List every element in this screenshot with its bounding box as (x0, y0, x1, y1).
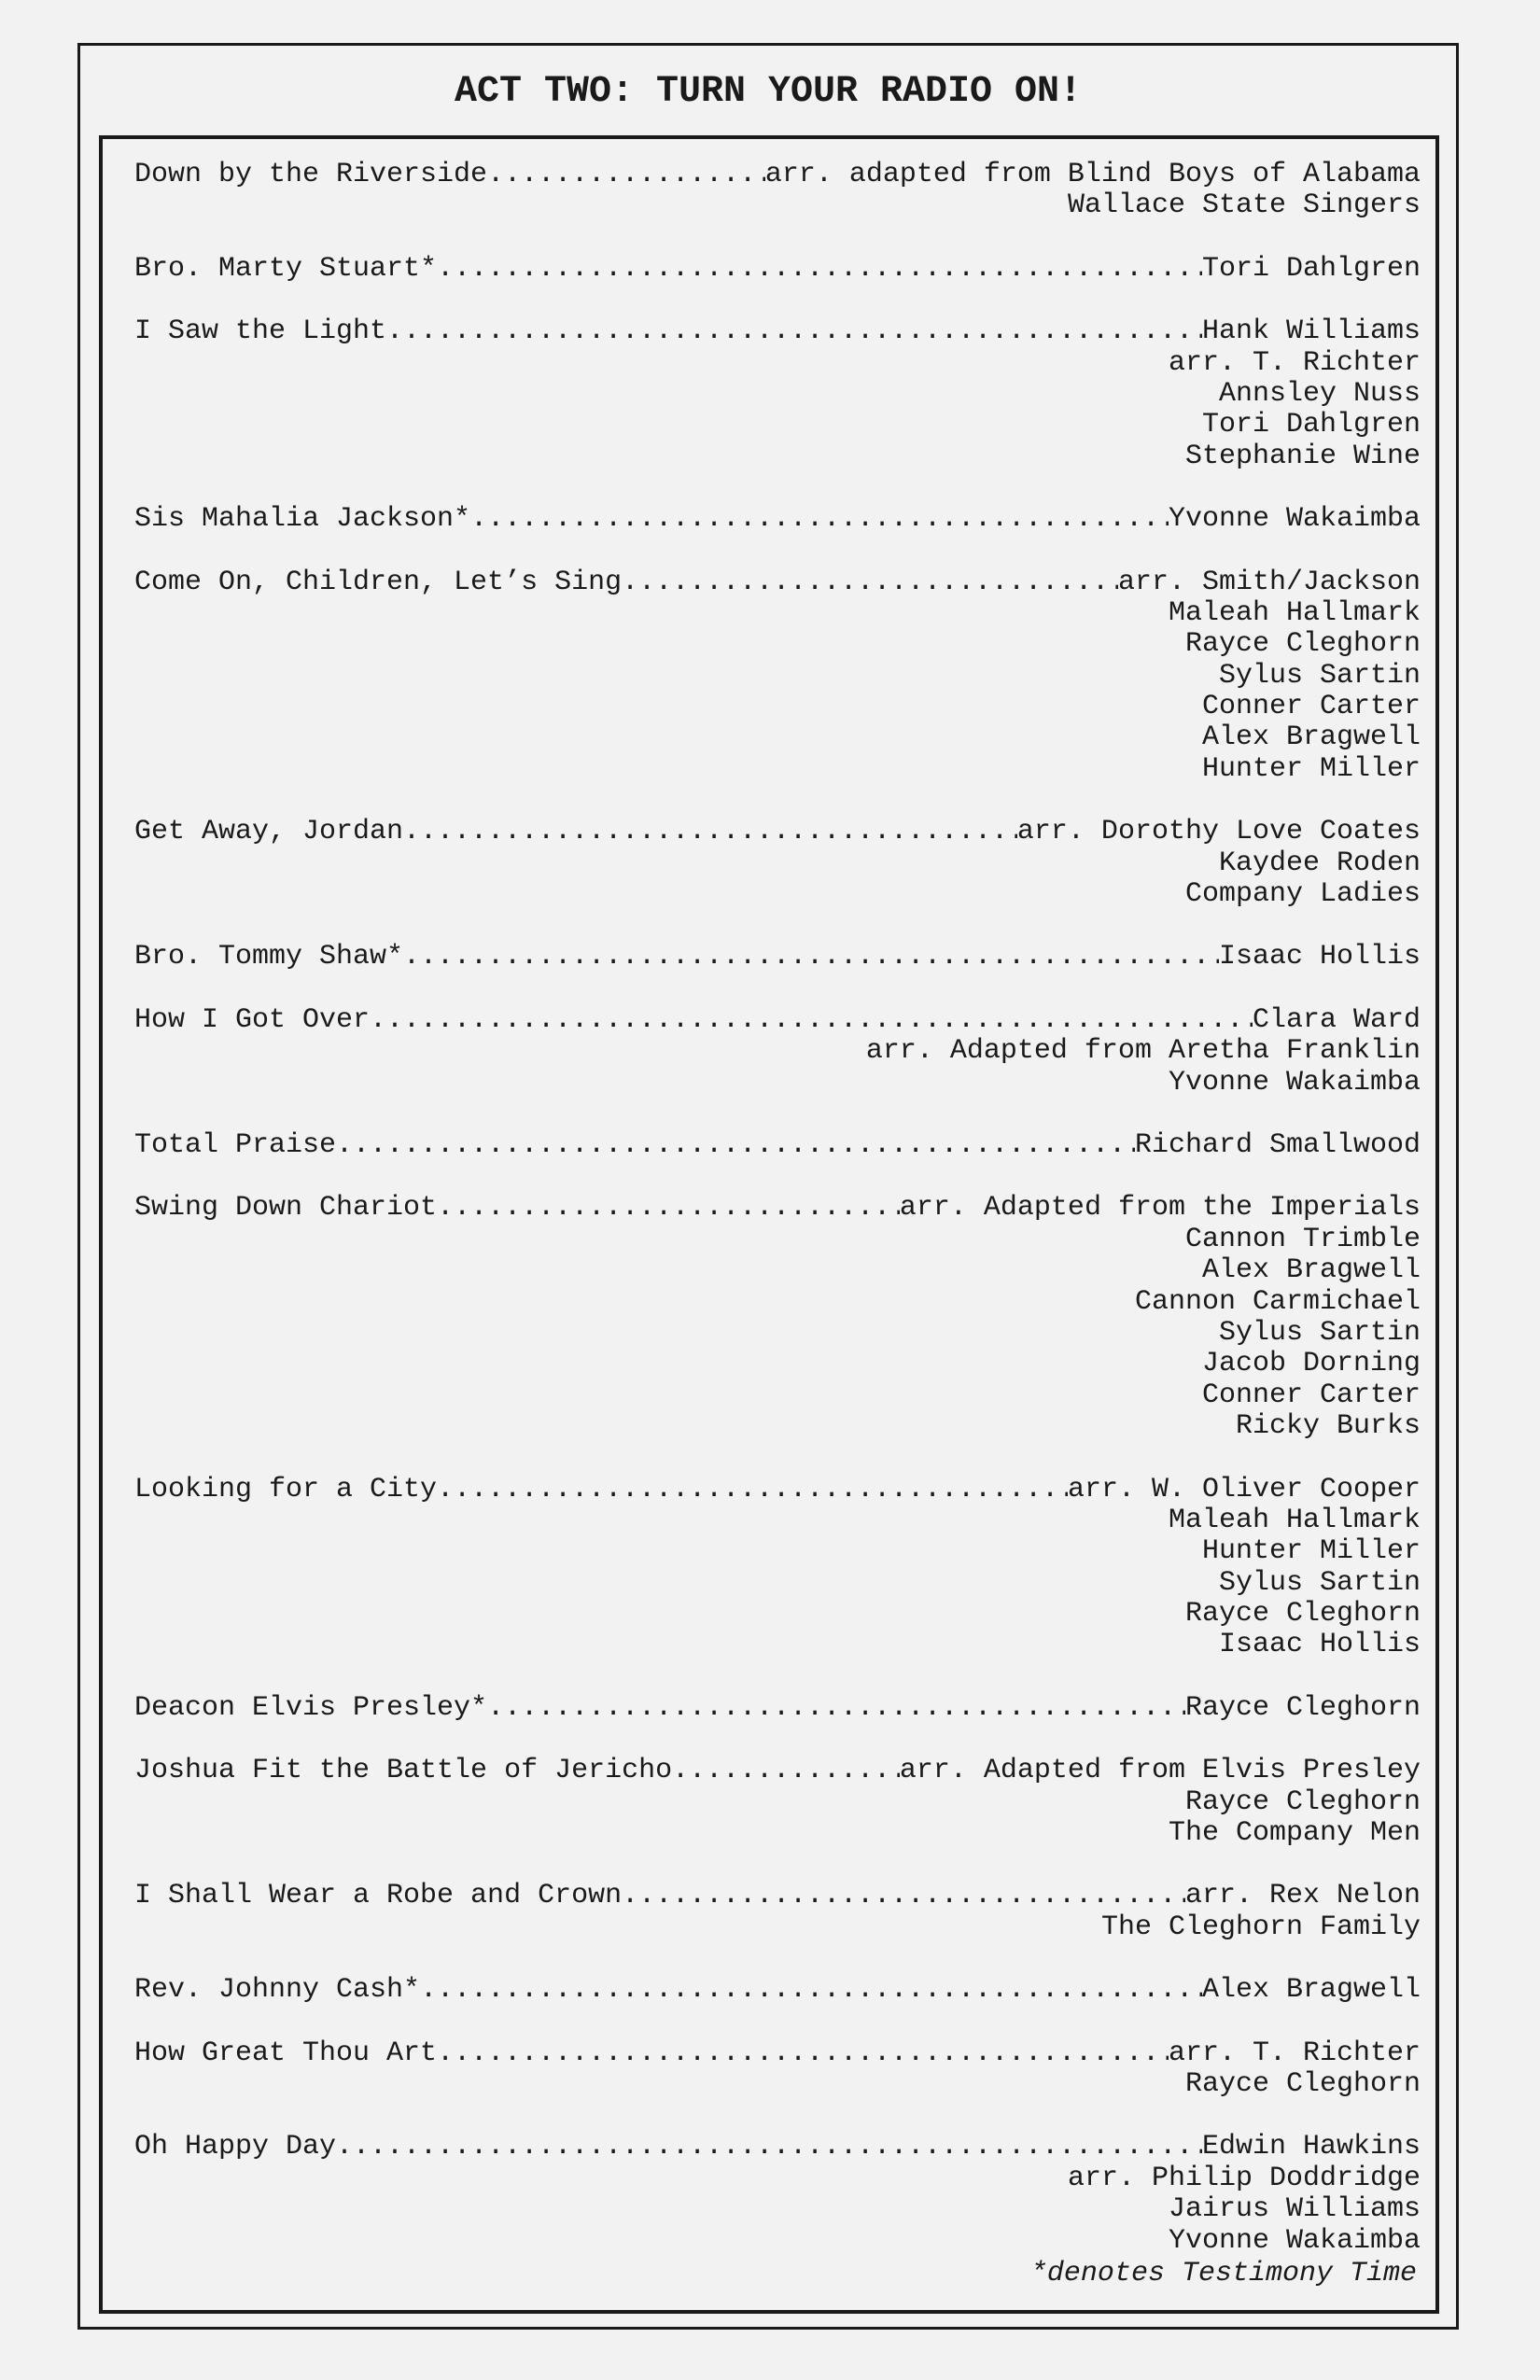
performer-line: Isaac Hollis (1218, 1629, 1421, 1661)
performer-line: Kaydee Roden (1218, 847, 1421, 879)
program-entry (134, 1756, 1422, 1849)
song-credit: arr. T. Richter (1168, 2037, 1421, 2069)
song-title: Rev. Johnny Cash* (134, 1974, 421, 2007)
performer-line: Rayce Cleghorn (1184, 1785, 1421, 1818)
entry-main-line (134, 504, 1421, 535)
dot-leader (437, 1193, 900, 1224)
song-title: How I Got Over (134, 1003, 371, 1036)
dot-leader (487, 1693, 1185, 1724)
program-entry (134, 817, 1422, 910)
entry-main-line (134, 2132, 1421, 2163)
footnote: *denotes Testimony Time (1029, 2258, 1417, 2289)
program-entry (134, 254, 1422, 285)
dot-leader (336, 1130, 1135, 1161)
song-title: Total Praise (134, 1128, 337, 1161)
entry-main-line (134, 2038, 1421, 2069)
performer-line: Cannon Trimble (1184, 1223, 1421, 1255)
song-credit: arr. W. Oliver Cooper (1067, 1473, 1421, 1505)
performer-line: Maleah Hallmark (1168, 1504, 1421, 1536)
performer-line: Sylus Sartin (1218, 659, 1421, 692)
entry-main-line (134, 942, 1421, 973)
program-listing (134, 160, 1422, 2289)
program-entry (134, 1975, 1422, 2006)
performer-line: Rayce Cleghorn (1184, 1598, 1421, 1631)
entry-main-line (134, 1693, 1421, 1724)
performer-line: Jacob Dorning (1201, 1348, 1421, 1380)
song-title: Looking for a City (134, 1473, 438, 1505)
program-entry (134, 160, 1422, 222)
dot-leader (386, 316, 1202, 347)
song-title: Come On, Children, Let’s Sing (134, 566, 623, 598)
dot-leader (672, 1756, 900, 1786)
song-credit: arr. Rex Nelon (1184, 1880, 1421, 1912)
song-credit: Tori Dahlgren (1201, 252, 1421, 285)
performer-line: Maleah Hallmark (1168, 596, 1421, 629)
program-entry (134, 504, 1422, 535)
program-entry (134, 1130, 1422, 1161)
song-credit: Hank Williams (1201, 315, 1421, 348)
entry-main-line (134, 567, 1421, 598)
song-title: Deacon Elvis Presley* (134, 1691, 488, 1724)
dot-leader (336, 2132, 1202, 2163)
song-credit: Yvonne Wakaimba (1168, 503, 1421, 536)
performer-line: Tori Dahlgren (1201, 409, 1421, 441)
dot-leader (622, 567, 1118, 598)
entry-main-line (134, 1475, 1421, 1505)
song-title: Swing Down Chariot (134, 1192, 438, 1225)
page-title: ACT TWO: TURN YOUR RADIO ON! (454, 71, 1083, 113)
performer-line: Sylus Sartin (1218, 1566, 1421, 1599)
performer-line: Yvonne Wakaimba (1168, 2224, 1421, 2257)
song-title: How Great Thou Art (134, 2037, 438, 2069)
song-title: Get Away, Jordan (134, 816, 404, 848)
program-entry (134, 1193, 1422, 1442)
dot-leader (403, 942, 1219, 973)
performer-line: Yvonne Wakaimba (1168, 1066, 1421, 1099)
performer-line: Annsley Nuss (1218, 377, 1421, 410)
program-entry (134, 1693, 1422, 1724)
dot-leader (470, 504, 1169, 535)
song-title: Bro. Marty Stuart* (134, 252, 438, 285)
performer-line: Rayce Cleghorn (1184, 2067, 1421, 2100)
program-entry (134, 1005, 1422, 1099)
entry-main-line (134, 160, 1421, 190)
song-credit: arr. Adapted from the Imperials (899, 1192, 1421, 1225)
entry-main-line (134, 1193, 1421, 1224)
performer-line: Rayce Cleghorn (1184, 628, 1421, 661)
performer-line: arr. T. Richter (1168, 346, 1421, 379)
entry-main-line (134, 1130, 1421, 1161)
song-credit: Edwin Hawkins (1201, 2131, 1421, 2163)
performer-line: Wallace State Singers (1067, 189, 1421, 222)
song-title: Down by the Riverside (134, 159, 488, 190)
song-credit: arr. adapted from Blind Boys of Alabama (764, 159, 1421, 190)
program-entry (134, 316, 1422, 472)
song-credit: arr. Adapted from Elvis Presley (899, 1755, 1421, 1787)
performer-line: Alex Bragwell (1201, 721, 1421, 754)
dot-leader (487, 160, 765, 190)
song-credit: Richard Smallwood (1134, 1128, 1421, 1161)
song-credit: arr. Dorothy Love Coates (1016, 816, 1421, 848)
performer-line: Hunter Miller (1201, 1535, 1421, 1568)
performer-line: arr. Adapted from Aretha Franklin (865, 1035, 1421, 1068)
performer-line: The Company Men (1168, 1817, 1421, 1850)
song-credit: Alex Bragwell (1201, 1974, 1421, 2007)
program-entry (134, 942, 1422, 973)
program-entry (134, 567, 1422, 786)
entry-main-line (134, 1975, 1421, 2006)
performer-line: Cannon Carmichael (1134, 1285, 1421, 1318)
program-entry (134, 2132, 1422, 2257)
performer-line: Alex Bragwell (1201, 1254, 1421, 1287)
song-title: Sis Mahalia Jackson* (134, 503, 471, 536)
program-entry (134, 1475, 1422, 1661)
performer-line: Stephanie Wine (1184, 440, 1421, 472)
dot-leader (437, 2038, 1169, 2069)
dot-leader (420, 1975, 1202, 2006)
dot-leader (437, 1475, 1068, 1505)
performer-line: Jairus Williams (1168, 2193, 1421, 2226)
performer-line: The Cleghorn Family (1100, 1911, 1421, 1943)
program-entry (134, 2038, 1422, 2101)
song-credit: arr. Smith/Jackson (1117, 566, 1421, 598)
performer-line: Conner Carter (1201, 1379, 1421, 1411)
performer-line: Ricky Burks (1235, 1410, 1421, 1443)
song-credit: Clara Ward (1252, 1003, 1421, 1036)
dot-leader (403, 817, 1017, 847)
performer-line: arr. Philip Doddridge (1067, 2162, 1421, 2194)
song-title: Joshua Fit the Battle of Jericho (134, 1755, 673, 1787)
song-title: Bro. Tommy Shaw* (134, 941, 404, 973)
entry-main-line (134, 1005, 1421, 1036)
song-credit: Rayce Cleghorn (1184, 1691, 1421, 1724)
song-title: I Saw the Light (134, 315, 387, 348)
entry-main-line (134, 1756, 1421, 1786)
song-title: I Shall Wear a Robe and Crown (134, 1880, 623, 1912)
performer-line: Company Ladies (1184, 878, 1421, 911)
program-entry (134, 1881, 1422, 1943)
entry-main-line (134, 1881, 1421, 1911)
program-page-frame (77, 43, 1459, 2330)
entry-main-line (134, 817, 1421, 847)
entry-main-line (134, 316, 1421, 347)
song-title: Oh Happy Day (134, 2131, 337, 2163)
program-listing-frame (99, 135, 1439, 2314)
performer-line: Hunter Miller (1201, 752, 1421, 785)
dot-leader (370, 1005, 1253, 1036)
dot-leader (622, 1881, 1185, 1911)
song-credit: Isaac Hollis (1218, 941, 1421, 973)
performer-line: Sylus Sartin (1218, 1316, 1421, 1349)
performer-line: Conner Carter (1201, 691, 1421, 723)
dot-leader (437, 254, 1202, 285)
entry-main-line (134, 254, 1421, 285)
